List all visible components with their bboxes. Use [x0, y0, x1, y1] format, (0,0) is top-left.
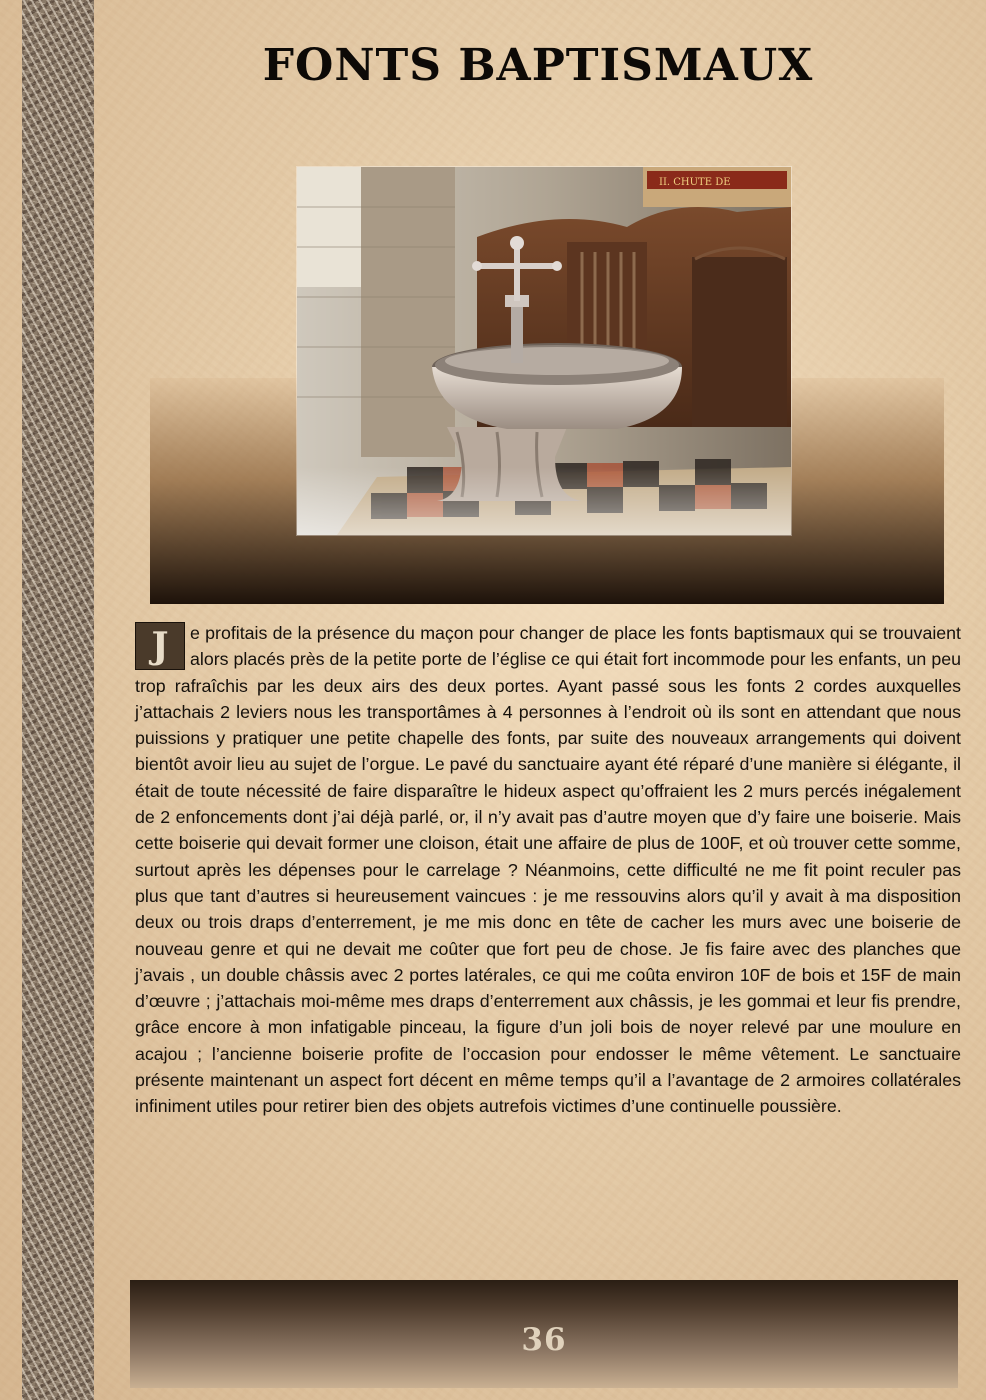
- page-title: FONTS BAPTISMAUX: [262, 40, 814, 91]
- body-paragraph: [135, 620, 961, 1120]
- dropcap-letter: J: [151, 625, 169, 667]
- illuminated-dropcap: [135, 622, 185, 670]
- baptismal-font-photo: [296, 166, 792, 536]
- photo-sign-text: II. CHUTE DE: [659, 177, 731, 188]
- page-number: 36: [521, 1322, 567, 1358]
- body-text: e profitais de la présence du maçon pour changer de place les fonts baptismaux qui se trouvaient alors placés près de la petite porte de l’église ce qui était fort incommode pour les enfants, un peu trop rafraîchis par les deux airs des deux portes. Ayant passé sous les fonts 2 cordes auxquelles j’attachais 2 leviers nous les transportâmes à 4 personnes à l’endroit où ils sont en attendant que nous puissions y pratiquer une petite chapelle des fonts, par suite des nouveaux arrangements qui doivent bientôt avoir lieu au sujet de l’orgue. Le pavé du sanctuaire ayant été réparé d’une manière si élégante, il était de toute nécessité de faire disparaître le hideux aspect qu’offraient les 2 murs percés inégalement de 2 enfoncements dont j’ai déjà parlé, or, il n’y avait pas d’autre moyen que d’y faire une boiserie. Mais cette boiserie qui devait former une cloison, était une affaire de plus de 100F, et où trouver cette somme, surtout après les dépenses pour le carrelage ? Néanmoins, cette difficulté ne me fit point reculer pas plus que tant d’autres si heureusement vaincues : je me ressouvins alors qu’il y avait à ma disposition deux ou trois draps d’enterrement, je me mis donc en tête de cacher les murs avec une boiserie de nouveau genre et qui ne devait me coûter que fort peu de chose. Je fis faire avec des planches que j’avais , un double châssis avec 2 portes latérales, ce qui me coûta environ 10F de bois et 15F de main d’œuvre ; j’attachais moi-même mes draps d’enterrement aux châssis, je les gommai et leur fis prendre, grâce encore à mon infatigable pinceau, la figure d’un joli bois de noyer relevé par une moulure en acajou ; l’ancienne boiserie profite de l’occasion pour endosser le même vêtement. Le sanctuaire présente maintenant un aspect fort décent en même temps qu’il a l’avantage de 2 armoires collatérales infiniment utiles pour retirer bien des objets autrefois victimes d’une continuelle poussière.: [135, 623, 961, 1117]
- decorative-border: [22, 0, 94, 1400]
